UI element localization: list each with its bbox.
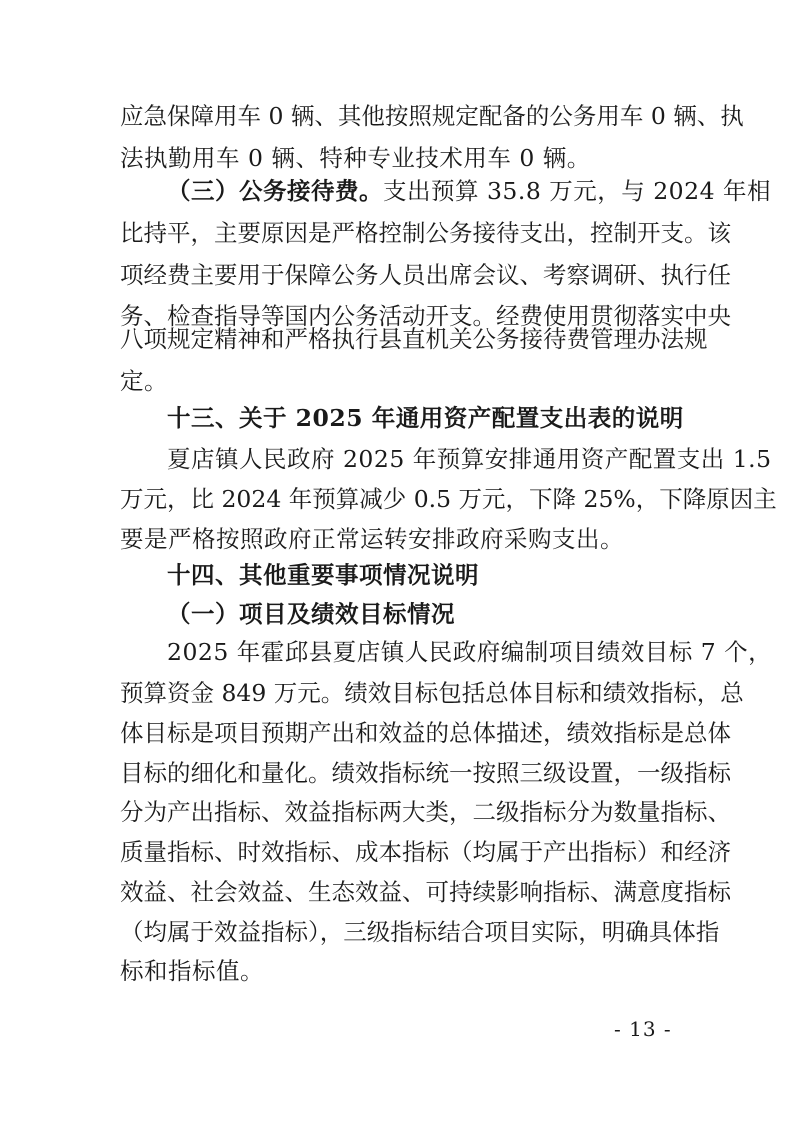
body-line: （均属于效益指标），三级指标结合项目实际，明确具体指	[120, 918, 720, 946]
reception-fee-heading: （三）公务接待费。	[167, 177, 383, 205]
body-line: 标和指标值。	[120, 957, 264, 985]
body-line: 2025 年霍邱县夏店镇人民政府编制项目绩效目标 7 个，	[167, 638, 773, 666]
body-line: 目标的细化和量化。绩效指标统一按照三级设置，一级指标	[120, 759, 731, 787]
subsection-1-heading: （一）项目及绩效目标情况	[167, 600, 455, 628]
section-14-heading: 十四、其他重要事项情况说明	[167, 561, 479, 589]
body-line: 预算资金 849 万元。绩效目标包括总体目标和绩效指标，总	[120, 679, 744, 707]
page-number: - 13 -	[614, 1017, 672, 1041]
body-line: 要是严格按照政府正常运转安排政府采购支出。	[120, 525, 624, 553]
body-line: 定。	[120, 367, 168, 395]
body-line: 项经费主要用于保障公务人员出席会议、考察调研、执行任	[120, 261, 731, 289]
body-line: 效益、社会效益、生态效益、可持续影响指标、满意度指标	[120, 878, 731, 906]
body-line: 法执勤用车 0 辆、特种专业技术用车 0 辆。	[120, 144, 591, 172]
paragraph-reception-fee	[167, 176, 771, 206]
reception-fee-text: 支出预算 35.8 万元，与 2024 年相	[383, 177, 772, 205]
body-line: 分为产出指标、效益指标两大类，二级指标分为数量指标、	[120, 798, 731, 826]
section-13-heading: 十三、关于 2025 年通用资产配置支出表的说明	[167, 404, 684, 432]
body-line: 万元，比 2024 年预算减少 0.5 万元，下降 25%，下降原因主	[120, 485, 777, 513]
body-line: 体目标是项目预期产出和效益的总体描述，绩效指标是总体	[120, 719, 731, 747]
body-line: 比持平，主要原因是严格控制公务接待支出，控制开支。该	[120, 219, 731, 247]
body-line: 务、检查指导等国内公务活动开支。经费使用贯彻落实中央	[120, 302, 731, 330]
body-line: 应急保障用车 0 辆、其他按照规定配备的公务用车 0 辆、执	[120, 102, 744, 130]
body-line: 质量指标、时效指标、成本指标（均属于产出指标）和经济	[120, 838, 731, 866]
body-line: 八项规定精神和严格执行县直机关公务接待费管理办法规	[120, 325, 708, 353]
body-line: 夏店镇人民政府 2025 年预算安排通用资产配置支出 1.5	[167, 445, 772, 473]
